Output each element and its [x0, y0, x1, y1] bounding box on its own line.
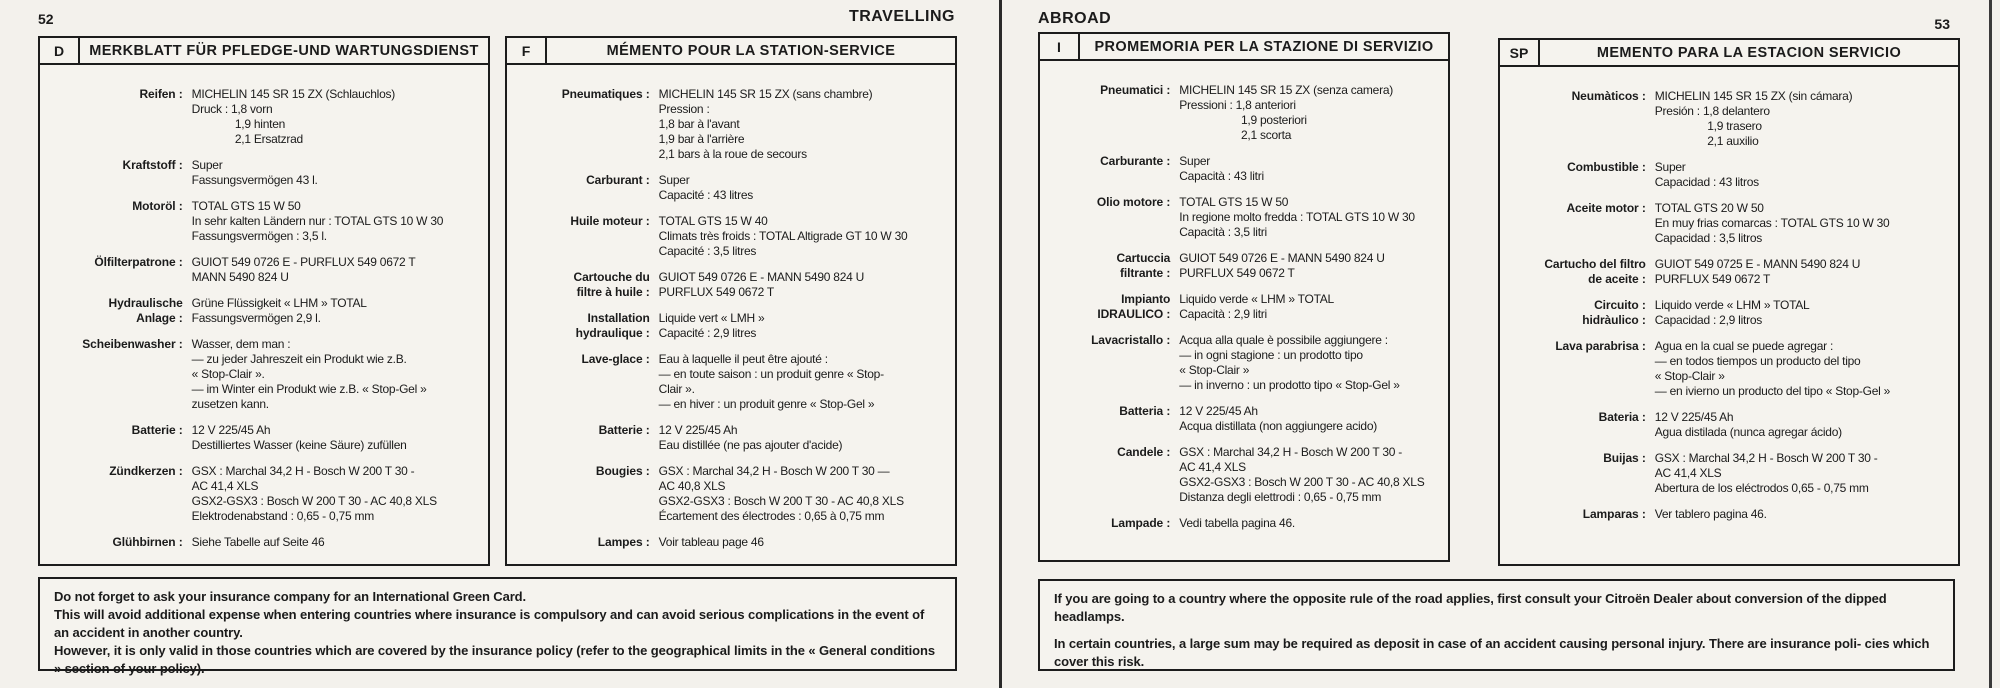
spec-value: MICHELIN 145 SR 15 ZX (senza camera) Pressioni : 1,8 anteriori 1,9 posteriori 2,1 scorta — [1179, 83, 1394, 142]
spec-value: Voir tableau page 46 — [658, 535, 764, 549]
spec-label: Bougies : — [595, 464, 650, 478]
spec-label: Lampes : — [597, 535, 650, 549]
spec-row — [1510, 451, 1948, 496]
spec-label: Combustible : — [1567, 160, 1646, 174]
spec-row — [1050, 333, 1438, 393]
spec-rows — [1040, 61, 1448, 531]
spec-label: Glühbirnen : — [112, 535, 183, 549]
panel-header — [1500, 40, 1958, 67]
panel-title: MEMENTO PARA LA ESTACION SERVICIO — [1596, 44, 1902, 61]
spec-row — [517, 214, 945, 259]
note-paragraph: Do not forget to ask your insurance company for an International Green Card. — [54, 589, 527, 604]
panel-title: MÉMENTO POUR LA STATION-SERVICE — [606, 42, 896, 59]
spec-value: MICHELIN 145 SR 15 ZX (sin cámara) Presión : 1,8 delantero 1,9 trasero 2,1 auxilio — [1654, 89, 1853, 148]
panel-header — [1040, 34, 1448, 61]
spec-value: Super Capacité : 43 litres — [658, 173, 754, 202]
spec-value: TOTAL GTS 15 W 40 Climats très froids : TOTAL Altigrade GT 10 W 30 Capacité : 3,5 litres — [658, 214, 908, 258]
spec-label: Lave-glace : — [581, 352, 650, 366]
spec-value: GUIOT 549 0726 E - MANN 5490 824 U PURFLUX 549 0672 T — [1179, 251, 1385, 280]
spec-value: GUIOT 549 0725 E - MANN 5490 824 U PURFLUX 549 0672 T — [1654, 257, 1861, 286]
spec-row — [1510, 201, 1948, 246]
spec-row — [1050, 292, 1438, 322]
spec-row — [1510, 257, 1948, 287]
spec-label: Batteria : — [1119, 404, 1171, 418]
spec-row — [517, 270, 945, 300]
spec-value: Super Capacità : 43 litri — [1179, 154, 1264, 183]
panel-title: MERKBLATT FÜR PFLEDGE-UND WARTUNGSDIENST — [89, 42, 479, 59]
spec-row — [517, 173, 945, 203]
spec-label: Circuito : hidràulico : — [1582, 298, 1646, 327]
spec-row — [517, 423, 945, 453]
spec-value: Wasser, dem man : — zu jeder Jahreszeit ein Produkt wie z.B. « Stop-Clair ». — im Winter ein Produkt wie z.B. « Stop-Gel » zusetzen kann. — [191, 337, 427, 411]
spec-label: Lamparas : — [1582, 507, 1646, 521]
spec-label: Ölfilterpatrone : — [94, 255, 183, 269]
spec-value: GUIOT 549 0726 E - MANN 5490 824 U PURFLUX 549 0672 T — [658, 270, 865, 299]
spec-value: MICHELIN 145 SR 15 ZX (sans chambre) Pression : 1,8 bar à l'avant 1,9 bar à l'arrière 2,1 bars à la roue de secours — [658, 87, 873, 161]
spec-row — [1510, 298, 1948, 328]
spec-value: 12 V 225/45 Ah Acqua distillata (non aggiungere acido) — [1179, 404, 1377, 433]
page-divider-line — [999, 0, 1002, 688]
spec-value: TOTAL GTS 15 W 50 In sehr kalten Ländern nur : TOTAL GTS 10 W 30 Fassungsvermögen : 3,5 l. — [191, 199, 444, 243]
spec-row — [50, 464, 478, 524]
language-code: F — [507, 38, 547, 63]
spec-value: Siehe Tabelle auf Seite 46 — [191, 535, 325, 549]
spec-row — [50, 535, 478, 550]
spec-row — [1510, 160, 1948, 190]
note-paragraph: This will avoid additional expense when entering countries where insurance is compulsory and can avoid serious complications in the event of an accident in another country. — [54, 607, 925, 640]
right-page-number: 53 — [1934, 16, 1950, 32]
spec-value: Acqua alla quale è possibile aggiungere : — in ogni stagione : un prodotto tipo « Stop-Clair » — in inverno : un prodotto tipo « Stop-Gel » — [1179, 333, 1400, 392]
spec-label: Lampade : — [1111, 516, 1171, 530]
spec-value: Eau à laquelle il peut être ajouté : — en toute saison : un produit genre « Stop- Clair ». — en hiver : un produit genre « Stop-Gel » — [658, 352, 884, 411]
spec-value: MICHELIN 145 SR 15 ZX (Schlauchlos) Druck : 1,8 vorn 1,9 hinten 2,1 Ersatzrad — [191, 87, 396, 146]
panel-german-service-memo — [38, 36, 490, 566]
spec-row — [50, 255, 478, 285]
spec-label: Impianto IDRAULICO : — [1097, 292, 1171, 321]
spec-label: Lavacristallo : — [1091, 333, 1171, 347]
panel-header — [40, 38, 488, 65]
spec-label: Aceite motor : — [1566, 201, 1646, 215]
spec-label: Lava parabrisa : — [1555, 339, 1646, 353]
note-paragraph: However, it is only valid in those countries which are covered by the insurance policy (refer to the geographical limits in the « General conditions » section of your policy). — [54, 643, 935, 676]
spec-row — [50, 199, 478, 244]
spec-row — [1050, 154, 1438, 184]
spec-row — [1050, 516, 1438, 531]
note-paragraph: In certain countries, a large sum may be required as deposit in case of an accident causing personal injury. There are insurance poli- cies which cover this risk. — [1054, 636, 1930, 669]
spec-label: Cartucho del filtro de aceite : — [1544, 257, 1646, 286]
spec-value: TOTAL GTS 20 W 50 En muy frias comarcas : TOTAL GTS 10 W 30 Capacidad : 3,5 litros — [1654, 201, 1890, 245]
spec-row — [1050, 404, 1438, 434]
language-code: I — [1040, 34, 1080, 59]
spec-label: Carburant : — [586, 173, 650, 187]
note-paragraph: If you are going to a country where the opposite rule of the road applies, first consult your Citroën Dealer about conversion of the dipped headlamps. — [1054, 591, 1887, 624]
spec-value: 12 V 225/45 Ah Destilliertes Wasser (keine Säure) zufüllen — [191, 423, 407, 452]
spec-value: GSX : Marchal 34,2 H - Bosch W 200 T 30 - AC 41,4 XLS GSX2-GSX3 : Bosch W 200 T 30 - AC 40,8 XLS Distanza degli elettrodi : 0,65 - 0,75 mm — [1179, 445, 1425, 504]
spec-value: GSX : Marchal 34,2 H - Bosch W 200 T 30 - AC 41,4 XLS Abertura de los eléctrodos 0,65 - 0,75 mm — [1654, 451, 1878, 495]
running-header-travelling: TRAVELLING — [848, 8, 955, 25]
spec-value: GSX : Marchal 34,2 H - Bosch W 200 T 30 - AC 41,4 XLS GSX2-GSX3 : Bosch W 200 T 30 - AC 40,8 XLS Elektrodenabstand : 0,65 - 0,75 mm — [191, 464, 437, 523]
spec-row — [1510, 410, 1948, 440]
panel-header — [507, 38, 955, 65]
spec-row — [50, 87, 478, 147]
spec-row — [1510, 507, 1948, 522]
spec-row — [517, 311, 945, 341]
spec-rows — [507, 65, 955, 550]
language-code: SP — [1500, 40, 1540, 65]
left-page-number: 52 — [38, 11, 54, 27]
panel-french-service-memo — [505, 36, 957, 566]
spec-value: Grüne Flüssigkeit « LHM » TOTAL Fassungsvermögen 2,9 l. — [191, 296, 367, 325]
spec-value: Liquido verde « LHM » TOTAL Capacità : 2,9 litri — [1179, 292, 1334, 321]
spec-row — [50, 337, 478, 412]
spec-row — [517, 352, 945, 412]
spec-value: Liquide vert « LMH » Capacité : 2,9 litres — [658, 311, 765, 340]
spec-label: Zündkerzen : — [109, 464, 183, 478]
spec-label: Cartouche du filtre à huile : — [573, 270, 650, 299]
spec-row — [1050, 445, 1438, 505]
spec-label: Candele : — [1117, 445, 1171, 459]
spec-value: Liquido verde « LHM » TOTAL Capacidad : 2,9 litros — [1654, 298, 1810, 327]
spec-row — [1050, 251, 1438, 281]
spec-value: GUIOT 549 0726 E - PURFLUX 549 0672 T MANN 5490 824 U — [191, 255, 416, 284]
spec-value: Super Fassungsvermögen 43 l. — [191, 158, 318, 187]
scan-edge-line — [1989, 0, 1992, 688]
spec-label: Carburante : — [1100, 154, 1171, 168]
spec-value: Super Capacidad : 43 litros — [1654, 160, 1759, 189]
spec-label: Cartuccia filtrante : — [1116, 251, 1171, 280]
spec-label: Bateria : — [1598, 410, 1646, 424]
spec-row — [50, 423, 478, 453]
spec-row — [50, 296, 478, 326]
spec-row — [517, 535, 945, 550]
right-page-note-abroad — [1038, 579, 1955, 671]
spec-value: TOTAL GTS 15 W 50 In regione molto fredda : TOTAL GTS 10 W 30 Capacità : 3,5 litri — [1179, 195, 1415, 239]
spec-label: Motoröl : — [132, 199, 183, 213]
spec-value: Vedi tabella pagina 46. — [1179, 516, 1295, 530]
spec-label: Installation hydraulique : — [575, 311, 650, 340]
spec-value: Ver tablero pagina 46. — [1654, 507, 1767, 521]
spec-label: Hydraulische Anlage : — [108, 296, 183, 325]
spec-label: Huile moteur : — [570, 214, 650, 228]
spec-label: Buijas : — [1603, 451, 1646, 465]
spec-label: Pneumatiques : — [561, 87, 650, 101]
spec-label: Scheibenwasher : — [82, 337, 183, 351]
spec-row — [50, 158, 478, 188]
left-page-note-insurance — [38, 577, 957, 676]
spec-label: Batterie : — [131, 423, 183, 437]
spec-label: Kraftstoff : — [122, 158, 183, 172]
spec-value: Agua en la cual se puede agregar : — en todos tiempos un producto del tipo « Stop-Clair » — en ivierno un producto del tipo « Stop-Gel » — [1654, 339, 1891, 398]
spec-row — [517, 87, 945, 162]
spec-label: Olio motore : — [1096, 195, 1171, 209]
spec-row — [1510, 339, 1948, 399]
spec-label: Batterie : — [598, 423, 650, 437]
spec-row — [517, 464, 945, 524]
spec-row — [1050, 83, 1438, 143]
spec-rows — [40, 65, 488, 550]
spec-row — [1050, 195, 1438, 240]
panel-spanish-service-memo — [1498, 38, 1960, 566]
language-code: D — [40, 38, 80, 63]
spec-row — [1510, 89, 1948, 149]
panel-italian-service-memo — [1038, 32, 1450, 562]
spec-label: Pneumatici : — [1100, 83, 1171, 97]
spec-label: Neumàticos : — [1571, 89, 1646, 103]
running-header-abroad: ABROAD — [1038, 10, 1112, 27]
spec-value: GSX : Marchal 34,2 H - Bosch W 200 T 30 — AC 40,8 XLS GSX2-GSX3 : Bosch W 200 T 30 - AC 40,8 XLS Écartement des électrodes : 0,65 à 0,75 mm — [658, 464, 904, 523]
spec-rows — [1500, 67, 1958, 522]
panel-title: PROMEMORIA PER LA STAZIONE DI SERVIZIO — [1094, 38, 1434, 55]
spec-label: Reifen : — [139, 87, 183, 101]
spec-value: 12 V 225/45 Ah Eau distillée (ne pas ajouter d'acide) — [658, 423, 843, 452]
spec-value: 12 V 225/45 Ah Agua distilada (nunca agregar ácido) — [1654, 410, 1842, 439]
